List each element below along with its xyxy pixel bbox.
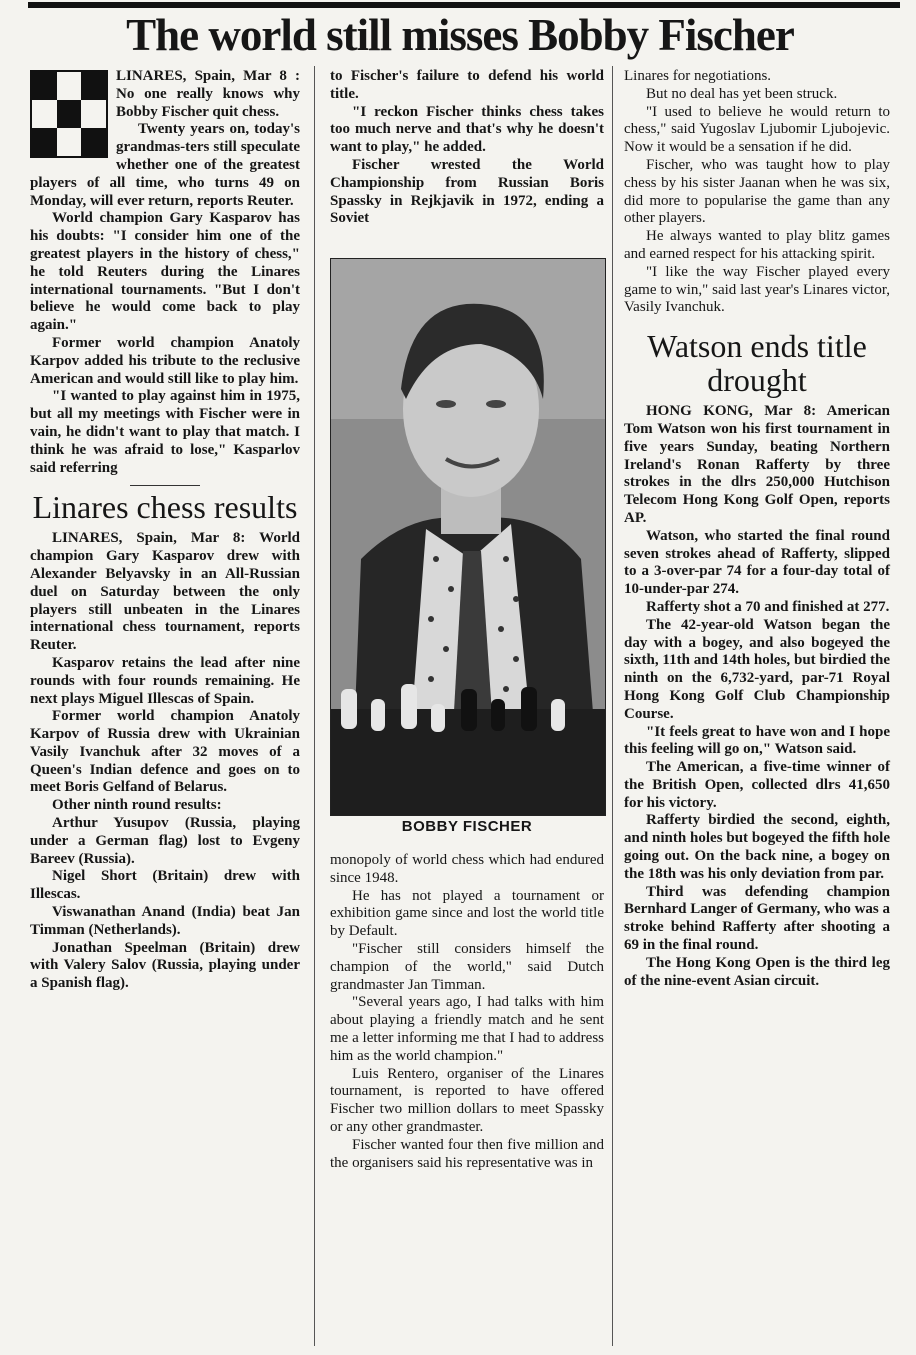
story-paragraph: But no deal has yet been struck. xyxy=(646,85,838,102)
story-paragraph: Rafferty shot a 70 and finished at 277. xyxy=(646,598,890,615)
story-paragraph: Arthur Yusupov (Russia, playing under a German flag) lost to Evgeny Bareev (Russia). xyxy=(30,815,300,867)
story-paragraph: The Hong Kong Open is the third leg of the nine-event Asian circuit. xyxy=(624,954,890,989)
story-paragraph: Jonathan Speelman (Britain) drew with Valery Salov (Russia, playing under a Spanish flag). xyxy=(30,939,300,992)
linares-headline: Linares chess results xyxy=(32,489,298,526)
story-paragraph: He always wanted to play blitz games and earned respect for his attacking spirit. xyxy=(624,228,890,262)
story-paragraph: "I like the way Fischer played every game to win," said last year's Linares victor, Vasily Ivanchuk. xyxy=(624,263,890,316)
story-paragraph: Fischer, who was taught how to play chess by his sister Jaanan when he was six, did more to popularise the game than any other players. xyxy=(624,156,890,227)
story-paragraph: Watson, who started the final round seven strokes ahead of Rafferty, slipped to a 3-over-par 74 for a four-day total of 10-under-par 274. xyxy=(624,527,890,598)
story-paragraph: Linares for negotiations. xyxy=(624,68,772,84)
story-paragraph: "Fischer still considers himself the champion of the world," said Dutch grandmaster Jan Timman. xyxy=(330,940,604,993)
bobby-fischer-photo xyxy=(330,258,606,816)
middle-column-top xyxy=(330,68,604,228)
story-paragraph: Fischer wanted four then five million and the organisers said his representative was in xyxy=(330,1136,604,1171)
story-paragraph: HONG KONG, Mar 8: American Tom Watson won his first tournament in five years Sunday, beating Northern Ireland's Ronan Rafferty by three strokes in the dlrs 250,000 Hutchison Telecom Hong Kong Golf Open, reports AP. xyxy=(624,403,890,526)
story-paragraph: "I reckon Fischer thinks chess takes too much nerve and that's why he doesn't want to play," he added. xyxy=(330,103,604,156)
middle-column-bottom xyxy=(330,852,604,1172)
story-paragraph: Fischer wrested the World Championship from Russian Boris Spassky in Rejkjavik in 1972, ending a Soviet xyxy=(330,156,604,227)
story-paragraph: "I used to believe he would return to chess," said Yugoslav Ljubomir Ljubojevic. Now it would be a sensation if he did. xyxy=(624,103,890,156)
watson-headline: Watson ends title drought xyxy=(647,328,867,399)
story-paragraph: "Several years ago, I had talks with him about playing a friendly match and he sent me a letter informing me that I had to address him as the world champion." xyxy=(330,994,604,1064)
story-paragraph: Former world champion Anatoly Karpov of Russia drew with Ukrainian Vasily Ivanchuk after 32 moves of a Queen's Indian defence and goes on to meet Boris Gelfand of Belarus. xyxy=(30,708,300,796)
story-paragraph: "I wanted to play against him in 1975, but all my meetings with Fischer were in vain, he didn't want to play that match. I think he was afraid to lose," Kasparlov said referring xyxy=(30,388,300,476)
left-column xyxy=(30,68,300,993)
headline: The world still misses Bobby Fischer xyxy=(126,10,794,60)
chess-board-icon xyxy=(30,70,108,158)
story-paragraph: Third was defending champion Bernhard Langer of Germany, who was a stroke behind Rafferty after shooting a 69 in the final round. xyxy=(624,883,890,954)
story-paragraph: LINARES, Spain, Mar 8 : No one really knows why Bobby Fischer quit chess. xyxy=(116,68,300,120)
story-paragraph: Kasparov retains the lead after nine rounds with four rounds remaining. He next plays Miguel Illescas of Spain. xyxy=(30,654,300,707)
story-paragraph: Viswanathan Anand (India) beat Jan Timman (Netherlands). xyxy=(30,904,300,938)
photo-caption: BOBBY FISCHER xyxy=(401,818,533,835)
story-paragraph: Nigel Short (Britain) drew with Illescas. xyxy=(30,868,300,903)
story-paragraph: Rafferty birdied the second, eighth, and ninth holes but bogeyed the fifth hole going out. On the back nine, a bogey on the 18th was his only deviation from par. xyxy=(624,812,890,882)
story-paragraph: The 42-year-old Watson began the day with a bogey, and also bogeyed the sixth, 11th and 14th holes, but birdied the ninth on the 6,732-yard, par-71 Royal Hong Kong Golf Club Championship Course. xyxy=(624,616,890,722)
column-divider xyxy=(612,66,613,1346)
column-divider xyxy=(314,66,315,1346)
story-paragraph: Twenty years on, today's grandmas-ters still speculate whether one of the greatest players of all time, who turns 49 on Monday, will ever return, reports Reuter. xyxy=(30,121,300,209)
story-paragraph: Former world champion Anatoly Karpov added his tribute to the reclusive American and would still like to play him. xyxy=(30,334,300,387)
story-paragraph: Other ninth round results: xyxy=(52,797,222,814)
story-paragraph: The American, a five-time winner of the British Open, collected dlrs 41,650 for his victory. xyxy=(624,759,890,811)
story-paragraph: to Fischer's failure to defend his world title. xyxy=(330,68,604,102)
story-paragraph: monopoly of world chess which had endured since 1948. xyxy=(330,852,604,886)
story-paragraph: LINARES, Spain, Mar 8: World champion Gary Kasparov drew with Alexander Belyavsky in an All-Russian duel on Saturday between the only players still unbeaten in the Linares international chess tournament, reports Reuter. xyxy=(30,530,300,654)
story-paragraph: World champion Gary Kasparov has his doubts: "I consider him one of the greatest players in the history of chess," he told Reuters during the Linares international tournaments. "But I don't believe he would come back to play again." xyxy=(30,210,300,334)
story-paragraph: Luis Rentero, organiser of the Linares tournament, is reported to have offered Fischer two million dollars to meet Spassky or any other grandmaster. xyxy=(330,1065,604,1135)
right-column xyxy=(624,68,890,990)
section-divider xyxy=(130,485,200,486)
portrait-illustration xyxy=(331,259,605,815)
story-paragraph: He has not played a tournament or exhibition game since and lost the world title by Default. xyxy=(330,887,604,940)
story-paragraph: "It feels great to have won and I hope this feeling will go on," Watson said. xyxy=(624,723,890,758)
